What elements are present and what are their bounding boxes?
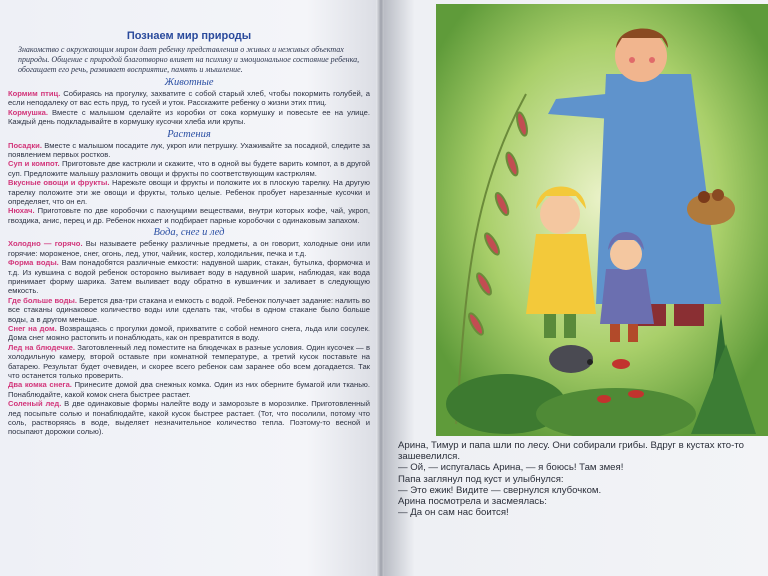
activity-text: В две одинаковые формы налейте воду и заморозьте в морозилке. Приготовленный лед посыпьте солью и понаблюдайте, какой кусок быстрее растает. (Тот, что посолили, потому что соль, растворяясь в воде, выделяет незначительное количество тепла. Поэтому-то весной и посыпают дорожки солью). [8,399,370,437]
activity-text: Берется два-три стакана и емкость с водой. Ребенок получает задание: налить во все стаканы одинаковое количество воды или сделать так, чтобы в одном стакане было больше воды, а в другом меньше. [8,295,370,324]
activity-keyword: Суп и компот. [8,159,60,169]
activity-keyword: Кормушка. [8,107,49,117]
activity-keyword: Соленый лед. [8,399,62,409]
activity-paragraph [8,399,370,437]
sections [8,77,370,437]
right-page [384,0,768,576]
activity-text: Собираясь на прогулку, захватите с собой старый хлеб, чтобы покормить голубей, а если неподалеку от вас есть пруд, то гусей и уток. Расскажите ребенку о жизни этих птиц. [8,89,370,108]
activity-keyword: Холодно — горячо. [8,239,83,249]
activity-paragraph [8,141,370,160]
activity-text: Вместе с малышом посадите лук, укроп или петрушку. Ухаживайте за посадкой, следите за появлением первых ростков. [8,140,370,160]
section-heading: Вода, снег и лед [153,227,225,239]
activity-keyword: Форма воды. [8,258,59,268]
activity-text: Возвращаясь с прогулки домой, прихватите с собой немного снега, льда или сосулек. Дома снег можно растопить и понаблюдать, как он превратится в воду. [8,323,371,343]
activity-paragraph [8,296,370,324]
activity-keyword: Нюхач. [8,206,35,216]
activity-paragraph [8,178,370,206]
activity-keyword: Лед на блюдечке. [8,342,75,352]
activity-text: Вам понадобятся различные емкости: надувной шарик, стакан, бутылка, формочка и т.д. Из кувшина с водой ребенок осторожно выливает воду в надувной шарик, наблюдая, как вода принимает форму шарика. Затем выливает воду обратно в кувшинчик и заливает в следующую емкость. [8,258,370,296]
forest-illustration [436,4,768,436]
activity-keyword: Кормим птиц. [8,89,61,98]
story-line: — Ой, — испугалась Арина, — я боюсь! Там змея! [398,462,624,474]
activity-text: Приготовьте по две коробочки с пахнущими веществами, внутри которых кофе, чай, укроп, гвоздика, анис, перец и др. Ребенок нюхает и подбирает парные коробочки с одинаковым запахом. [8,206,370,225]
page-title: Познаем мир природы [126,30,252,42]
activity-keyword: Посадки. [8,140,42,150]
story-line: — Да он сам нас боится! [398,507,509,519]
activity-paragraph [8,159,370,178]
story-line: — Это ежик! Видите — свернулся клубочком. [398,484,602,496]
activity-text: Вы называете ребенку различные предметы, а он говорит, холодные они или горячие: мороженое, снег, огонь, лед, утюг, чайник, костер, холодильник, печка и т.д. [8,239,370,258]
activity-paragraph [8,239,370,258]
activity-text: Принесите домой два снежных комка. Один из них оберните бумагой или тканью. Понаблюдайте, какой комок снега быстрее растает. [8,380,370,399]
activity-paragraph [8,343,370,381]
activity-keyword: Где больше воды. [8,295,77,305]
activity-paragraph [8,258,370,296]
activity-paragraph [8,380,370,399]
activity-keyword: Два комка снега. [8,380,72,390]
activity-keyword: Снег на дом. [8,323,57,333]
hedgehog-illustration [549,345,593,373]
activity-text: Вместе с малышом сделайте из коробки от сока кормушку и повесьте ее на улице. Каждый день подкладывайте в кормушку кусочки хлеба или крупы. [8,107,370,127]
story-text [398,440,758,518]
activity-text: Нарежьте овощи и фрукты и положите их в плоскую тарелку. На другую тарелку положите эти же овощи и фрукты, только целые. Ребенок пробует нарезанные кусочки и определяет, что он ел. [8,178,370,207]
section-heading: Растения [167,128,211,140]
intro-paragraph: Знакомство с окружающим миром дает ребенку представления о живых и неживых объектах природы. Общение с природой благотворно влияет на психику и эмоциональное состояние ребенка, обогащает его речь, развивает восприятие, память и мышление. [18,45,360,74]
activity-paragraph [8,206,370,225]
activity-paragraph [8,324,370,343]
section-heading: Животные [164,77,214,88]
activity-keyword: Вкусные овощи и фрукты. [8,178,110,188]
activity-text: Заготовленный лед поместите на блюдечках в разные условия. Один кусочек — в холодильную камеру, второй оставьте при комнатной температуре, а третий кусок поставьте на батарею. Результат будет очевиден, и скорее всего ребенок сам заранее обо всем догадается. Так что останется только проверить. [8,342,370,380]
story-line: Арина посмотрела и засмеялась: [398,496,547,508]
activity-text: Приготовьте две кастрюли и скажите, что в одной вы будете варить компот, а в другой суп. Предложите малышу разложить овощи и фрукты по соответствующим кастрюлям. [8,159,370,178]
activity-paragraph [8,108,370,127]
left-page-content [8,30,370,437]
activity-paragraph [8,89,370,108]
story-line: Арина, Тимур и папа шли по лесу. Они собирали грибы. Вдруг в кустах кто-то зашевелился. [398,440,744,463]
story-line: Папа заглянул под куст и улыбнулся: [398,473,564,485]
